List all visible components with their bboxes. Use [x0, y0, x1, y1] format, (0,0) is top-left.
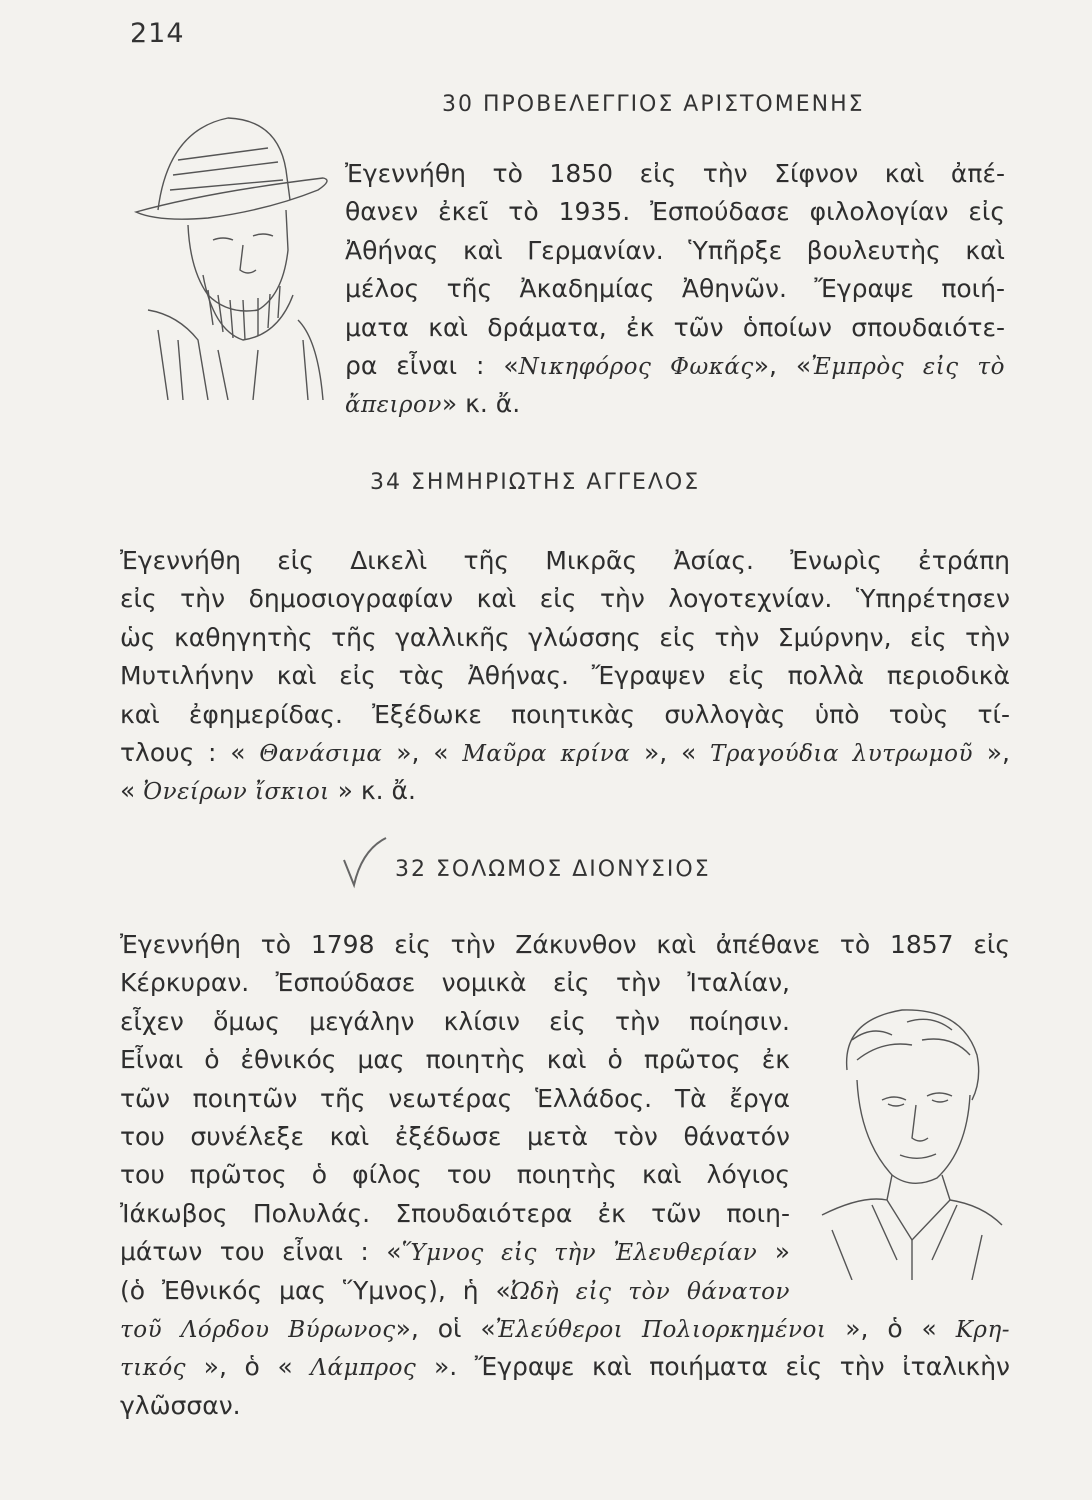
text-line: « Ὀνείρων ἴσκιοι » κ. ἄ.	[120, 776, 416, 806]
section-3-heading: 32 ΣΟΛΩΜΟΣ ΔΙΟΝΥΣΙΟΣ	[395, 857, 711, 882]
portrait-provelengios-illustration	[118, 100, 338, 400]
text-line: ματα καὶ δράματα, ἐκ τῶν ὁποίων σπουδαιότε-	[345, 312, 1005, 342]
section-2-text	[120, 542, 1010, 811]
work-title: Ἐμπρὸς εἰς τὸ	[811, 353, 1006, 380]
work-title: Ὕμνος εἰς τὴν Ἐλευθερίαν	[401, 1240, 758, 1267]
text-line: τικός », ὁ « Λάμπρος ». Ἔγραψε καὶ ποιήματα εἰς τὴν ἰταλικὴν	[120, 1352, 1011, 1382]
text-line: Εἶναι ὁ ἐθνικός μας ποιητὴς καὶ ὁ πρῶτος ἐκ	[120, 1045, 790, 1075]
text-line: (ὁ Ἐθνικός μας Ὕμνος), ἡ «Ὠδὴ εἰς τὸν θάνατον	[120, 1275, 790, 1305]
work-title: Μαῦρα κρίνα	[462, 740, 631, 767]
text-line: καὶ ἐφημερίδας. Ἐξέδωκε ποιητικὰς συλλογὰς ὑπὸ τοὺς τί-	[120, 699, 1010, 729]
text-line: Ἐγεννήθη εἰς Δικελὶ τῆς Μικρᾶς Ἀσίας. Ἐνωρὶς ἐτράπη	[120, 546, 1010, 575]
text-line: του πρῶτος ὁ φίλος του ποιητὴς καὶ λόγιος	[120, 1160, 790, 1190]
work-title: ἄπειρον	[345, 392, 442, 419]
work-title: τοῦ Λόρδου Βύρωνος	[120, 1316, 396, 1343]
work-title: Κρη-	[955, 1316, 1010, 1343]
work-title: Ἐλεύθεροι Πολιορκημένοι	[495, 1316, 827, 1343]
work-title: Νικηφόρος Φωκάς	[518, 353, 754, 380]
text-line: εἰς τὴν δημοσιογραφίαν καὶ εἰς τὴν λογοτεχνίαν. Ὑπηρέτησεν	[120, 584, 1010, 614]
text-line: Κέρκυραν. Ἐσπούδασε νομικὰ εἰς τὴν Ἰταλίαν,	[120, 968, 790, 998]
text-line: μέλος τῆς Ἀκαδημίας Ἀθηνῶν. Ἔγραψε ποιή-	[345, 274, 1005, 304]
page-number: 214	[130, 18, 185, 49]
work-title: Ὀνείρων ἴσκιοι	[143, 779, 330, 806]
work-title: τικός	[120, 1355, 187, 1382]
text-line: Ἰάκωβος Πολυλάς. Σπουδαιότερα ἐκ τῶν ποιη-	[120, 1198, 790, 1228]
section-2-heading: 34 ΣΗΜΗΡΙΩΤΗΣ ΑΓΓΕΛΟΣ	[370, 470, 701, 495]
section-1-text	[345, 155, 1005, 424]
text-line: εἶχεν ὅμως μεγάλην κλίσιν εἰς τὴν ποίησιν.	[120, 1006, 790, 1036]
text-line: Ἀθήνας καὶ Γερμανίαν. Ὑπῆρξε βουλευτὴς καὶ	[345, 235, 1005, 265]
text-line: ἄπειρον» κ. ἄ.	[345, 389, 521, 419]
text-line: Μυτιλήνην καὶ εἰς τὰς Ἀθήνας. Ἔγραψεν εἰς πολλὰ περιοδικὰ	[120, 661, 1010, 691]
text-line: Ἐγεννήθη τὸ 1850 εἰς τὴν Σίφνον καὶ ἀπέ-	[345, 159, 1005, 188]
text-line: τοῦ Λόρδου Βύρωνος», οἱ «Ἐλεύθεροι Πολιορκημένοι », ὁ « Κρη-	[120, 1313, 1010, 1343]
text-line: γλῶσσαν.	[120, 1390, 241, 1420]
section-3-text	[120, 926, 1010, 1425]
section-1-heading: 30 ΠΡΟΒΕΛΕΓΓΙΟΣ ΑΡΙΣΤΟΜΕΝΗΣ	[442, 92, 865, 117]
text-line: του συνέλεξε καὶ ἐξέδωσε μετὰ τὸν θάνατόν	[120, 1121, 790, 1151]
work-title: Τραγούδια λυτρωμοῦ	[710, 740, 973, 767]
text-line: Ἐγεννήθη τὸ 1798 εἰς τὴν Ζάκυνθον καὶ ἀπέθανε τὸ 1857 εἰς	[120, 930, 1010, 959]
text-line: ὡς καθηγητὴς τῆς γαλλικῆς γλώσσης εἰς τὴν Σμύρνην, εἰς τὴν	[120, 622, 1010, 652]
text-line: τῶν ποιητῶν τῆς νεωτέρας Ἑλλάδος. Τὰ ἔργα	[120, 1083, 790, 1113]
text-line: θανεν ἐκεῖ τὸ 1935. Ἐσπούδασε φιλολογίαν εἰς	[345, 197, 1005, 227]
checkmark-icon	[340, 830, 390, 890]
work-title: Θανάσιμα	[259, 740, 383, 767]
text-line: μάτων του εἶναι : «Ὕμνος εἰς τὴν Ἐλευθερίαν »	[120, 1237, 790, 1267]
text-line: ρα εἶναι : «Νικηφόρος Φωκάς», «Ἐμπρὸς εἰς τὸ	[345, 350, 1006, 380]
text-line: τλους : « Θανάσιμα », « Μαῦρα κρίνα », « Τραγούδια λυτρωμοῦ »,	[120, 737, 1010, 767]
work-title: Λάμπρος	[310, 1355, 417, 1382]
work-title: Ὠδὴ εἰς τὸν θάνατον	[510, 1278, 790, 1305]
